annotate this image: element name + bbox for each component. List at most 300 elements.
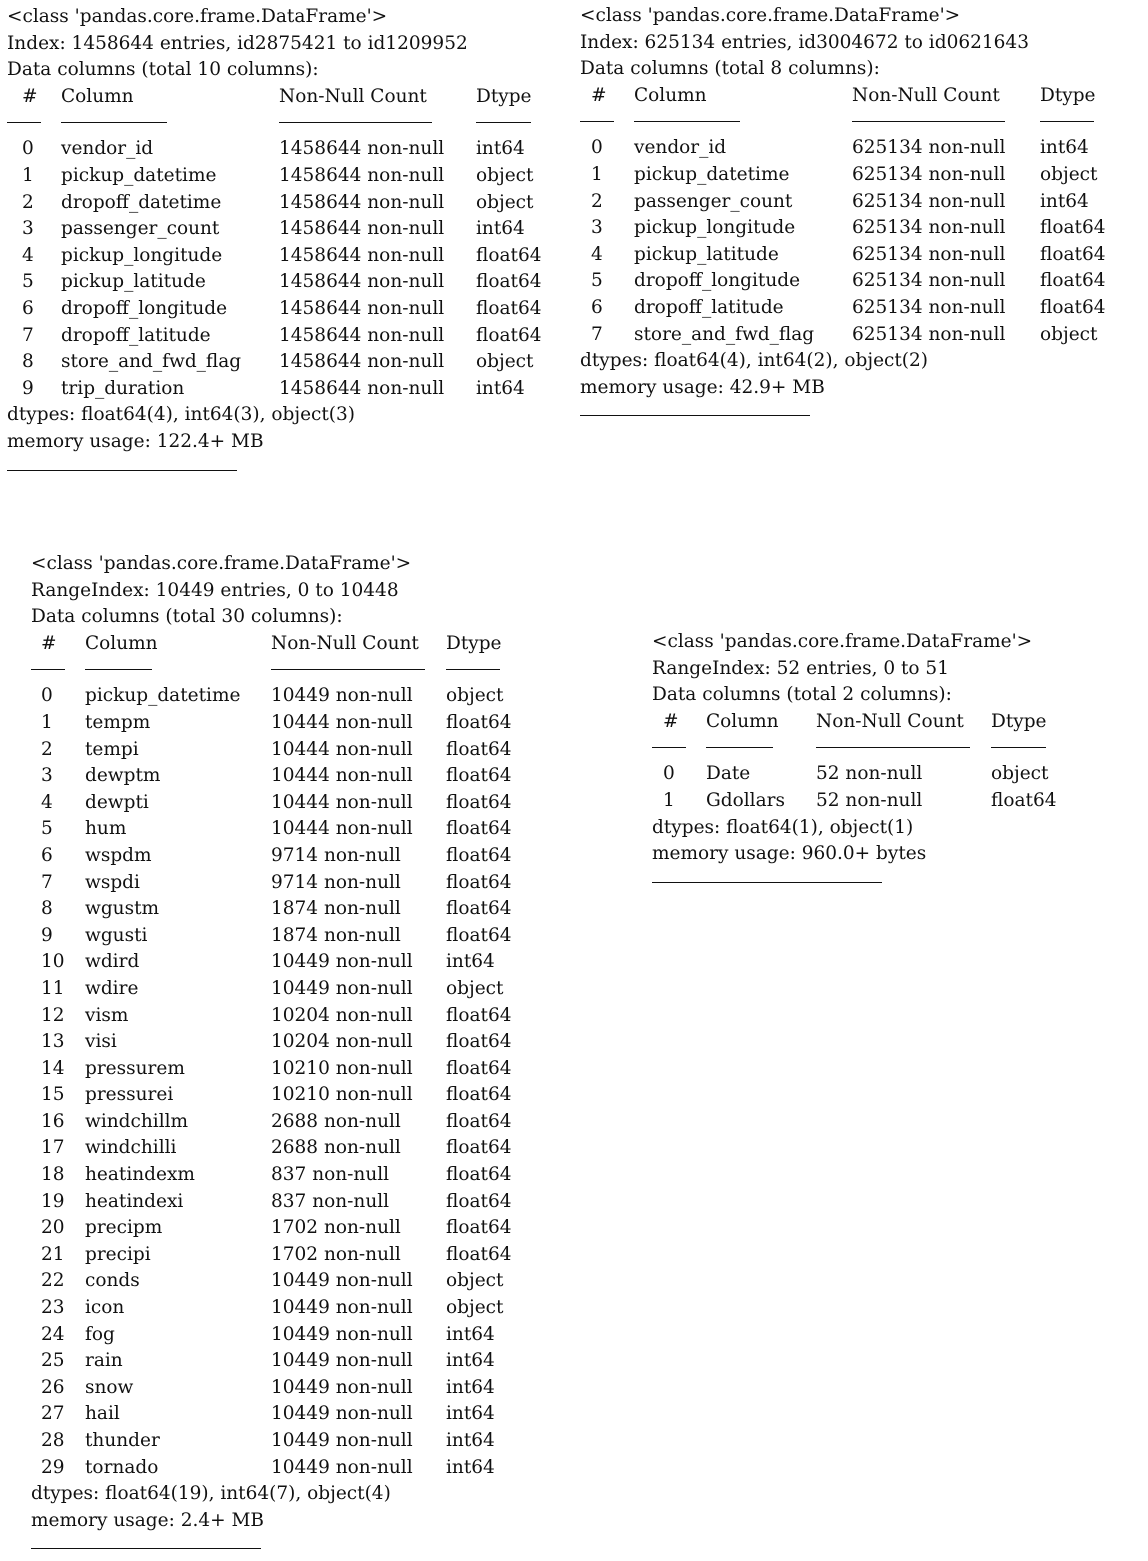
- row-dtype: float64: [446, 1190, 512, 1212]
- row-count: 10204 non-null: [271, 1004, 413, 1026]
- row-num: 3: [41, 765, 53, 787]
- header-rule: [706, 747, 773, 748]
- row-count: 1458644 non-null: [279, 271, 445, 293]
- row-num: 25: [41, 1350, 65, 1372]
- row-count: 10449 non-null: [271, 1376, 413, 1398]
- row-num: 10: [41, 951, 65, 973]
- row-dtype: object: [446, 685, 504, 707]
- table-row: [580, 268, 1140, 295]
- row-dtype: float64: [446, 818, 512, 840]
- row-count: 1874 non-null: [271, 898, 401, 920]
- row-dtype: int64: [1040, 137, 1089, 159]
- row-column: vendor_id: [61, 138, 154, 160]
- row-dtype: float64: [446, 924, 512, 946]
- header-dtype: Dtype: [476, 85, 532, 107]
- row-count: 1702 non-null: [271, 1243, 401, 1265]
- dtypes-line: dtypes: float64(19), int64(7), object(4): [31, 1483, 391, 1505]
- row-count: 625134 non-null: [852, 190, 1006, 212]
- row-column: dropoff_longitude: [634, 270, 801, 292]
- row-num: 15: [41, 1084, 65, 1106]
- row-num: 6: [22, 297, 34, 319]
- row-dtype: int64: [476, 377, 525, 399]
- dtypes-line: dtypes: float64(1), object(1): [652, 816, 914, 838]
- row-count: 52 non-null: [816, 763, 923, 785]
- table-row: [31, 710, 551, 737]
- table-row: [31, 923, 551, 950]
- row-num: 11: [41, 977, 65, 999]
- row-dtype: float64: [446, 1057, 512, 1079]
- row-count: 10444 non-null: [271, 765, 413, 787]
- row-column: dewptm: [85, 765, 161, 787]
- table-row: [31, 737, 551, 764]
- table-row: [580, 189, 1140, 216]
- row-num: 14: [41, 1057, 65, 1079]
- row-num: 13: [41, 1031, 65, 1053]
- row-dtype: int64: [446, 1403, 495, 1425]
- dataframe-info-test: [580, 3, 1140, 416]
- header-rules: [31, 657, 551, 683]
- row-num: 2: [41, 738, 53, 760]
- header-rule: [852, 121, 1005, 122]
- row-count: 625134 non-null: [852, 296, 1006, 318]
- row-dtype: float64: [476, 244, 542, 266]
- row-column: passenger_count: [61, 218, 220, 240]
- header-num: #: [591, 84, 607, 106]
- table-row: [7, 163, 567, 190]
- row-count: 837 non-null: [271, 1190, 390, 1212]
- columns-line: Data columns (total 8 columns):: [580, 58, 880, 80]
- row-num: 5: [41, 818, 53, 840]
- header-rule: [85, 669, 152, 670]
- row-column: tempm: [85, 711, 151, 733]
- row-count: 10449 non-null: [271, 1430, 413, 1451]
- row-num: 22: [41, 1270, 65, 1292]
- row-count: 625134 non-null: [852, 137, 1006, 159]
- class-line: <class 'pandas.core.frame.DataFrame'>: [31, 553, 412, 574]
- header-rule: [271, 669, 425, 670]
- row-dtype: int64: [446, 1350, 495, 1372]
- row-column: dewpti: [85, 791, 149, 813]
- row-dtype: object: [446, 977, 504, 999]
- bottom-rule: [652, 882, 882, 883]
- class-line: <class 'pandas.core.frame.DataFrame'>: [580, 5, 961, 26]
- row-column: precipi: [85, 1243, 151, 1265]
- row-count: 10449 non-null: [271, 1456, 413, 1478]
- row-column: rain: [85, 1350, 123, 1372]
- class-line: <class 'pandas.core.frame.DataFrame'>: [7, 6, 388, 27]
- row-num: 2: [591, 190, 603, 212]
- memory-line: memory usage: 122.4+ MB: [7, 430, 264, 452]
- row-dtype: float64: [1040, 270, 1106, 292]
- row-count: 10210 non-null: [271, 1084, 413, 1106]
- row-dtype: object: [1040, 323, 1098, 345]
- header-rules: [580, 109, 1140, 135]
- index-line: Index: 625134 entries, id3004672 to id0621643: [580, 31, 1029, 53]
- row-column: dropoff_longitude: [61, 297, 228, 319]
- table-row: [31, 1401, 551, 1428]
- row-dtype: int64: [446, 951, 495, 973]
- table-row: [31, 1242, 551, 1269]
- row-num: 0: [663, 763, 675, 785]
- memory-line: memory usage: 42.9+ MB: [580, 376, 825, 398]
- row-column: Gdollars: [706, 789, 785, 811]
- row-count: 1458644 non-null: [279, 191, 445, 213]
- table-row: [31, 1375, 551, 1402]
- row-num: 3: [591, 217, 603, 239]
- row-num: 2: [22, 191, 34, 213]
- table-row: [31, 683, 551, 710]
- row-count: 1458644 non-null: [279, 324, 445, 346]
- row-column: store_and_fwd_flag: [61, 351, 242, 373]
- class-line: <class 'pandas.core.frame.DataFrame'>: [652, 631, 1033, 652]
- header-rule: [634, 121, 740, 122]
- table-row: [7, 323, 567, 350]
- row-dtype: float64: [446, 898, 512, 920]
- header-rule: [991, 747, 1046, 748]
- row-count: 10444 non-null: [271, 711, 413, 733]
- row-column: dropoff_latitude: [61, 324, 211, 346]
- header-num: #: [22, 85, 38, 107]
- row-column: wdire: [85, 977, 139, 999]
- row-dtype: float64: [446, 1110, 512, 1132]
- row-column: passenger_count: [634, 190, 793, 212]
- row-num: 24: [41, 1323, 65, 1345]
- row-num: 1: [41, 711, 53, 733]
- header-rule: [446, 669, 500, 670]
- row-dtype: int64: [446, 1456, 495, 1478]
- row-num: 4: [591, 243, 603, 265]
- row-dtype: float64: [446, 765, 512, 787]
- row-column: wspdm: [85, 844, 152, 866]
- table-header: [652, 709, 1132, 736]
- row-count: 10449 non-null: [271, 1350, 413, 1372]
- bottom-rule: [580, 415, 810, 416]
- header-count: Non-Null Count: [852, 84, 1000, 106]
- row-column: vendor_id: [634, 137, 727, 159]
- table-row: [31, 1268, 551, 1295]
- row-dtype: int64: [446, 1430, 495, 1451]
- index-line: RangeIndex: 52 entries, 0 to 51: [652, 657, 949, 679]
- row-count: 1458644 non-null: [279, 377, 445, 399]
- row-num: 26: [41, 1376, 65, 1398]
- row-column: thunder: [85, 1430, 160, 1451]
- row-num: 27: [41, 1403, 65, 1425]
- header-rule: [652, 747, 686, 748]
- table-row: [31, 1348, 551, 1375]
- row-dtype: float64: [446, 1031, 512, 1053]
- row-column: conds: [85, 1270, 140, 1292]
- row-count: 10444 non-null: [271, 818, 413, 840]
- header-rule: [31, 669, 65, 670]
- header-dtype: Dtype: [991, 710, 1047, 732]
- row-count: 10449 non-null: [271, 1403, 413, 1425]
- row-count: 10204 non-null: [271, 1031, 413, 1053]
- row-count: 2688 non-null: [271, 1110, 401, 1132]
- row-count: 10444 non-null: [271, 738, 413, 760]
- columns-line: Data columns (total 10 columns):: [7, 59, 319, 81]
- row-num: 29: [41, 1456, 65, 1478]
- row-num: 7: [22, 324, 34, 346]
- row-dtype: object: [446, 1297, 504, 1319]
- row-column: vism: [85, 1004, 129, 1026]
- table-row: [7, 216, 567, 243]
- row-dtype: int64: [1040, 190, 1089, 212]
- index-line: RangeIndex: 10449 entries, 0 to 10448: [31, 579, 399, 601]
- table-row: [7, 136, 567, 163]
- row-column: fog: [85, 1323, 115, 1345]
- row-column: dropoff_latitude: [634, 296, 784, 318]
- row-count: 625134 non-null: [852, 243, 1006, 265]
- table-row: [31, 1455, 551, 1482]
- row-dtype: float64: [446, 1137, 512, 1159]
- row-num: 16: [41, 1110, 65, 1132]
- row-dtype: object: [476, 164, 534, 186]
- row-column: pickup_longitude: [61, 244, 223, 266]
- row-column: pickup_latitude: [61, 271, 206, 293]
- dataframe-info-gdollars: [652, 629, 1132, 883]
- table-header: [7, 84, 567, 111]
- row-column: Date: [706, 763, 751, 785]
- row-num: 7: [41, 871, 53, 893]
- table-row: [31, 949, 551, 976]
- row-count: 625134 non-null: [852, 323, 1006, 345]
- row-column: heatindexm: [85, 1164, 195, 1186]
- row-dtype: object: [476, 191, 534, 213]
- row-column: precipm: [85, 1217, 163, 1239]
- row-count: 2688 non-null: [271, 1137, 401, 1159]
- header-column: Column: [634, 84, 707, 106]
- row-dtype: int64: [446, 1376, 495, 1398]
- row-count: 10449 non-null: [271, 1323, 413, 1345]
- row-count: 10444 non-null: [271, 791, 413, 813]
- row-num: 9: [22, 377, 34, 399]
- row-column: wgustm: [85, 898, 160, 920]
- row-dtype: float64: [476, 324, 542, 346]
- row-num: 4: [22, 244, 34, 266]
- table-row: [7, 349, 567, 376]
- row-count: 1458644 non-null: [279, 164, 445, 186]
- row-column: pickup_longitude: [634, 217, 796, 239]
- row-column: pickup_datetime: [634, 163, 790, 185]
- row-count: 1702 non-null: [271, 1217, 401, 1239]
- row-column: pickup_datetime: [61, 164, 217, 186]
- row-dtype: float64: [446, 1243, 512, 1265]
- table-row: [652, 788, 1132, 815]
- row-column: store_and_fwd_flag: [634, 323, 815, 345]
- row-dtype: object: [991, 763, 1049, 785]
- row-column: pressurem: [85, 1057, 185, 1079]
- row-num: 19: [41, 1190, 65, 1212]
- row-count: 10449 non-null: [271, 685, 413, 707]
- row-count: 10449 non-null: [271, 977, 413, 999]
- table-row: [31, 1215, 551, 1242]
- row-num: 12: [41, 1004, 65, 1026]
- row-count: 1874 non-null: [271, 924, 401, 946]
- row-dtype: float64: [476, 271, 542, 293]
- table-row: [31, 1003, 551, 1030]
- header-rule: [279, 122, 432, 123]
- row-count: 9714 non-null: [271, 844, 401, 866]
- row-dtype: object: [476, 351, 534, 373]
- row-dtype: float64: [1040, 217, 1106, 239]
- header-count: Non-Null Count: [271, 632, 419, 654]
- row-dtype: float64: [446, 844, 512, 866]
- row-dtype: int64: [446, 1323, 495, 1345]
- row-num: 1: [663, 789, 675, 811]
- table-row: [31, 1109, 551, 1136]
- header-num: #: [663, 710, 679, 732]
- row-column: snow: [85, 1376, 134, 1398]
- row-num: 7: [591, 323, 603, 345]
- row-dtype: float64: [446, 1084, 512, 1106]
- row-column: wspdi: [85, 871, 140, 893]
- table-row: [580, 322, 1140, 349]
- table-row: [31, 1322, 551, 1349]
- row-num: 4: [41, 791, 53, 813]
- dtypes-line: dtypes: float64(4), int64(2), object(2): [580, 350, 929, 372]
- row-count: 10449 non-null: [271, 951, 413, 973]
- row-num: 9: [41, 924, 53, 946]
- row-column: windchillm: [85, 1110, 189, 1132]
- row-num: 3: [22, 218, 34, 240]
- table-row: [31, 1189, 551, 1216]
- table-row: [7, 376, 567, 403]
- row-dtype: float64: [1040, 296, 1106, 318]
- row-num: 23: [41, 1297, 65, 1319]
- table-row: [580, 162, 1140, 189]
- table-row: [31, 1056, 551, 1083]
- header-rule: [476, 122, 531, 123]
- row-dtype: float64: [446, 871, 512, 893]
- row-column: heatindexi: [85, 1190, 184, 1212]
- row-column: pressurei: [85, 1084, 174, 1106]
- header-rule: [7, 122, 41, 123]
- row-num: 8: [41, 898, 53, 920]
- row-count: 1458644 non-null: [279, 297, 445, 319]
- row-column: tornado: [85, 1456, 159, 1478]
- row-dtype: float64: [446, 1217, 512, 1239]
- row-count: 10449 non-null: [271, 1297, 413, 1319]
- dataframe-info-train: [7, 4, 567, 471]
- row-dtype: float64: [446, 738, 512, 760]
- row-dtype: float64: [476, 297, 542, 319]
- header-column: Column: [85, 632, 158, 654]
- header-rule: [61, 122, 167, 123]
- table-row: [31, 843, 551, 870]
- row-count: 1458644 non-null: [279, 244, 445, 266]
- bottom-rule: [31, 1548, 261, 1549]
- table-row: [31, 790, 551, 817]
- header-num: #: [41, 632, 57, 654]
- table-row: [31, 896, 551, 923]
- memory-line: memory usage: 960.0+ bytes: [652, 843, 927, 865]
- row-column: trip_duration: [61, 377, 185, 399]
- row-num: 0: [22, 138, 34, 160]
- table-header: [580, 83, 1140, 110]
- dataframe-info-weather: [31, 551, 551, 1549]
- table-row: [7, 243, 567, 270]
- table-row: [580, 215, 1140, 242]
- row-num: 18: [41, 1164, 65, 1186]
- bottom-rule: [7, 470, 237, 471]
- row-column: hail: [85, 1403, 120, 1425]
- row-count: 9714 non-null: [271, 871, 401, 893]
- table-row: [31, 1082, 551, 1109]
- table-row: [31, 1135, 551, 1162]
- row-column: pickup_datetime: [85, 685, 241, 707]
- row-column: wgusti: [85, 924, 148, 946]
- row-count: 837 non-null: [271, 1164, 390, 1186]
- table-row: [31, 1428, 551, 1455]
- row-num: 20: [41, 1217, 65, 1239]
- row-dtype: object: [446, 1270, 504, 1292]
- header-column: Column: [706, 710, 779, 732]
- columns-line: Data columns (total 30 columns):: [31, 606, 343, 628]
- table-row: [31, 1295, 551, 1322]
- header-rule: [580, 121, 614, 122]
- row-num: 6: [41, 844, 53, 866]
- row-count: 10210 non-null: [271, 1057, 413, 1079]
- row-column: windchilli: [85, 1137, 177, 1159]
- table-row: [580, 242, 1140, 269]
- table-row: [31, 976, 551, 1003]
- index-line: Index: 1458644 entries, id2875421 to id1209952: [7, 32, 468, 54]
- row-dtype: float64: [446, 1164, 512, 1186]
- row-dtype: float64: [446, 1004, 512, 1026]
- table-row: [7, 269, 567, 296]
- row-count: 625134 non-null: [852, 270, 1006, 292]
- dtypes-line: dtypes: float64(4), int64(3), object(3): [7, 404, 356, 426]
- row-num: 1: [22, 164, 34, 186]
- header-dtype: Dtype: [1040, 84, 1096, 106]
- table-row: [7, 190, 567, 217]
- header-dtype: Dtype: [446, 632, 502, 654]
- row-num: 17: [41, 1137, 65, 1159]
- row-dtype: float64: [446, 791, 512, 813]
- table-row: [580, 135, 1140, 162]
- row-dtype: float64: [1040, 243, 1106, 265]
- row-column: dropoff_datetime: [61, 191, 222, 213]
- row-num: 0: [591, 137, 603, 159]
- table-row: [31, 1029, 551, 1056]
- row-num: 5: [22, 271, 34, 293]
- header-rule: [1040, 121, 1094, 122]
- table-row: [31, 870, 551, 897]
- row-column: tempi: [85, 738, 139, 760]
- row-count: 1458644 non-null: [279, 218, 445, 240]
- table-row: [652, 761, 1132, 788]
- row-column: icon: [85, 1297, 125, 1319]
- row-count: 10449 non-null: [271, 1270, 413, 1292]
- header-rules: [652, 735, 1132, 761]
- row-column: wdird: [85, 951, 140, 973]
- header-count: Non-Null Count: [816, 710, 964, 732]
- row-num: 1: [591, 163, 603, 185]
- row-count: 52 non-null: [816, 789, 923, 811]
- row-num: 28: [41, 1430, 65, 1451]
- row-count: 1458644 non-null: [279, 138, 445, 160]
- row-column: hum: [85, 818, 127, 840]
- table-row: [31, 1162, 551, 1189]
- table-row: [7, 296, 567, 323]
- header-rules: [7, 110, 567, 136]
- table-row: [31, 816, 551, 843]
- table-header: [31, 631, 551, 658]
- header-rule: [816, 747, 970, 748]
- columns-line: Data columns (total 2 columns):: [652, 684, 952, 706]
- row-dtype: float64: [446, 711, 512, 733]
- table-row: [31, 763, 551, 790]
